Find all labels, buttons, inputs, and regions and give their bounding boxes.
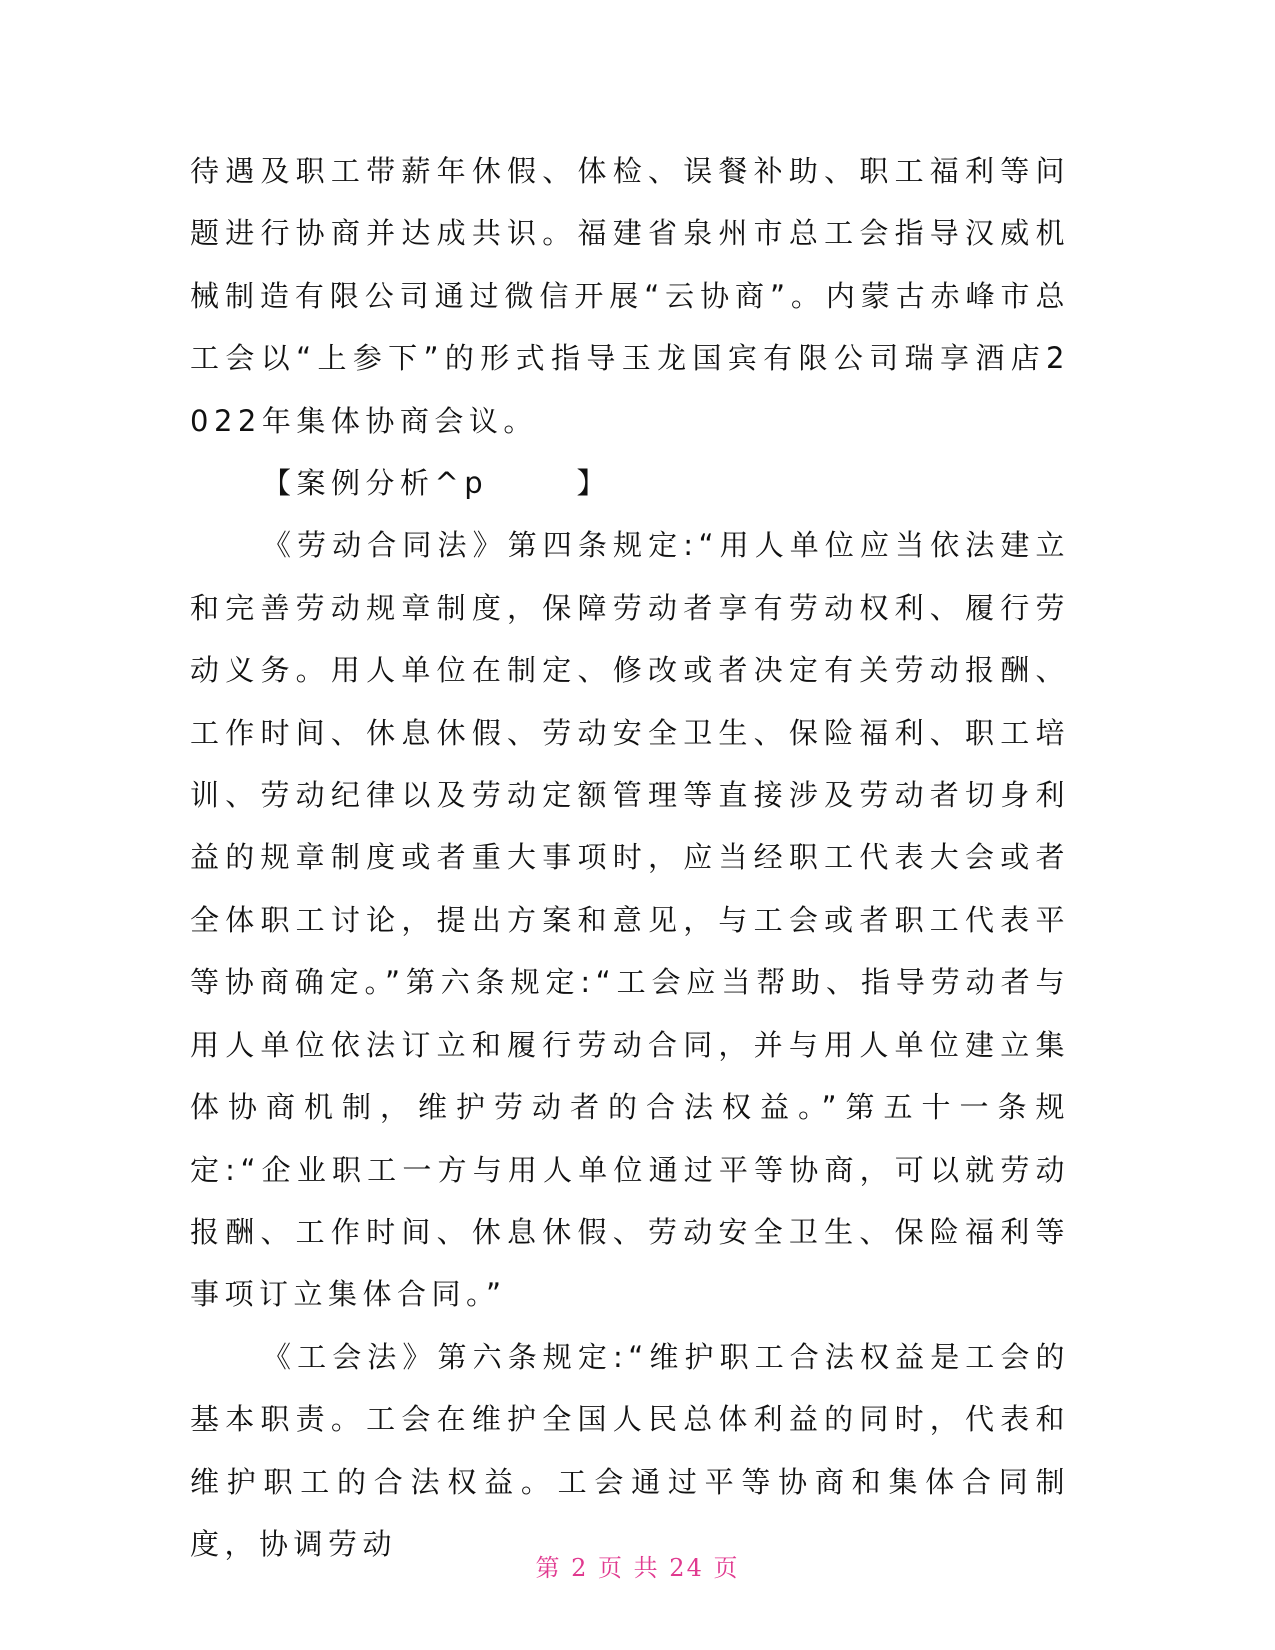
paragraph-continuation: 待遇及职工带薪年休假、体检、误餐补助、职工福利等问题进行协商并达成共识。福建省泉州市总工会指导汉威机械制造有限公司通过微信开展“云协商”。内蒙古赤峰市总工会以“上参下”的形式指导玉龙国宾有限公司瑞享酒店2022年集体协商会议。	[190, 154, 1070, 438]
page-number: 第 2 页 共 24 页	[535, 1554, 740, 1582]
page-footer	[0, 1548, 1275, 1583]
paragraph-trade-union-law: 《工会法》第六条规定:“维护职工合法权益是工会的基本职责。工会在维护全国人民总体利益的同时，代表和维护职工的合法权益。工会通过平等协商和集体合同制度，协调劳动	[190, 1339, 1070, 1561]
case-analysis-heading: 【案例分析^p 】	[262, 466, 612, 501]
paragraph-labor-contract-law: 《劳动合同法》第四条规定:“用人单位应当依法建立和完善劳动规章制度，保障劳动者享有劳动权利、履行劳动义务。用人单位在制定、修改或者决定有关劳动报酬、工作时间、休息休假、劳动安全卫生、保险福利、职工培训、劳动纪律以及劳动定额管理等直接涉及劳动者切身利益的规章制度或者重大事项时，应当经职工代表大会或者全体职工讨论，提出方案和意见，与工会或者职工代表平等协商确定。”第六条规定:“工会应当帮助、指导劳动者与用人单位依法订立和履行劳动合同，并与用人单位建立集体协商机制，维护劳动者的合法权益。”第五十一条规定:“企业职工一方与用人单位通过平等协商，可以就劳动报酬、工作时间、休息休假、劳动安全卫生、保险福利等事项订立集体合同。”	[190, 528, 1070, 1312]
document-body	[190, 140, 1070, 1575]
